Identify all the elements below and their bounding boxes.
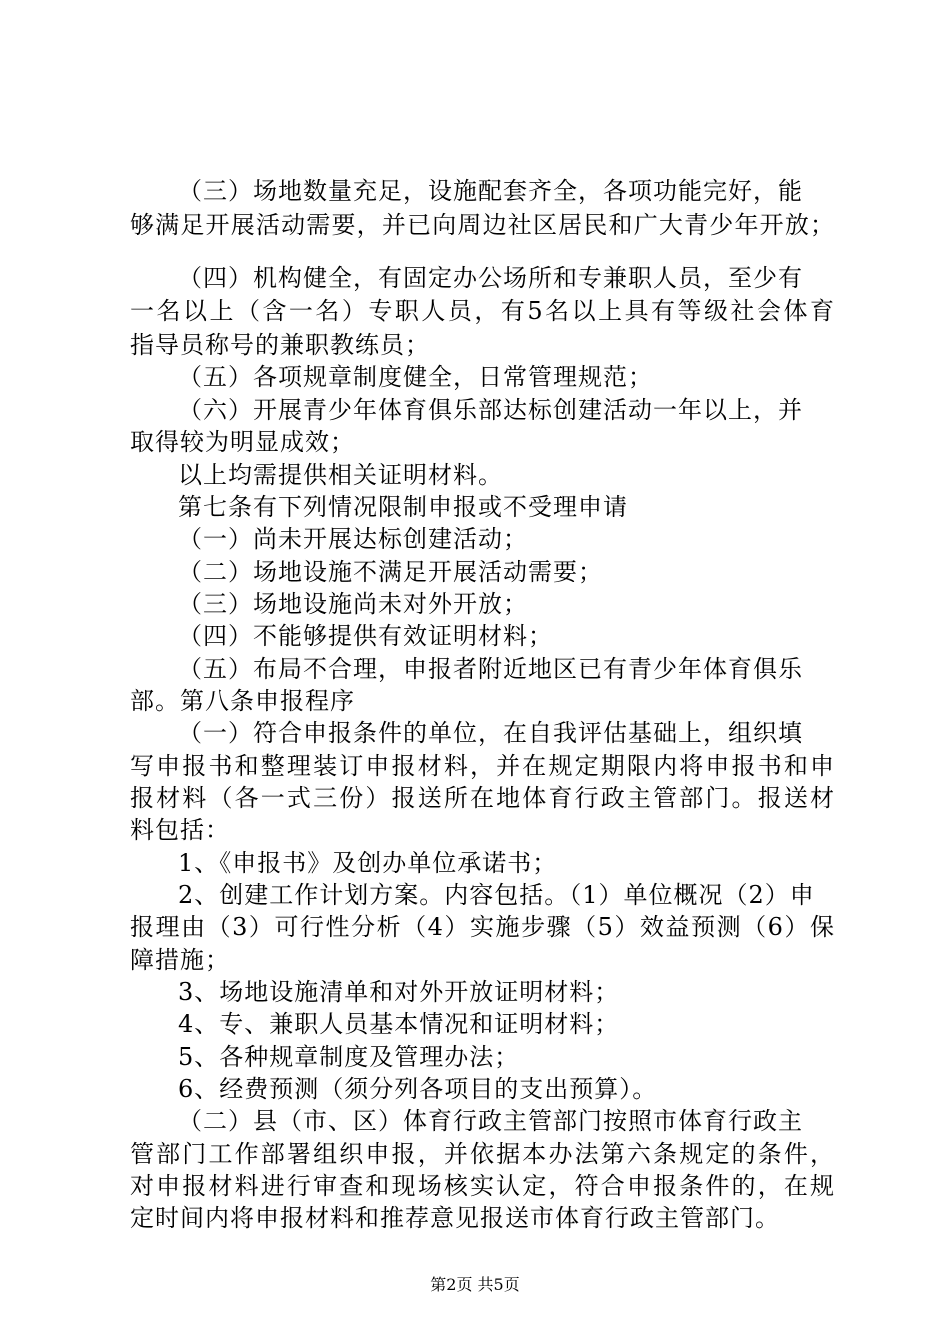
paragraph-line: 管部门工作部署组织申报，并依据本办法第六条规定的条件， <box>130 1140 835 1168</box>
paragraph-line: 够满足开展活动需要，并已向周边社区居民和广大青少年开放； <box>130 211 835 239</box>
paragraph-line: 对申报材料进行审查和现场核实认定，符合申报条件的，在规 <box>130 1172 835 1200</box>
paragraph-line: （三）场地设施尚未对外开放； <box>178 590 528 618</box>
paragraph-line: 定时间内将申报材料和推荐意见报送市体育行政主管部门。 <box>130 1204 780 1232</box>
paragraph-line: 一名以上（含一名）专职人员，有5名以上具有等级社会体育 <box>130 297 835 325</box>
paragraph-line: 写申报书和整理装订申报材料，并在规定期限内将申报书和申 <box>130 752 835 780</box>
list-item: 2、创建工作计划方案。内容包括。（1）单位概况（2）申 <box>178 881 815 909</box>
paragraph-line: （六）开展青少年体育俱乐部达标创建活动一年以上，并 <box>178 396 803 424</box>
paragraph-line: 障措施； <box>130 946 230 974</box>
paragraph-line: （五）布局不合理，申报者附近地区已有青少年体育俱乐 <box>178 655 803 683</box>
list-item: 6、经费预测（须分列各项目的支出预算）。 <box>178 1075 658 1103</box>
paragraph-line: （四）机构健全，有固定办公场所和专兼职人员，至少有 <box>178 264 803 292</box>
paragraph-line: （二）县（市、区）体育行政主管部门按照市体育行政主 <box>178 1107 803 1135</box>
paragraph-line: （三）场地数量充足，设施配套齐全，各项功能完好，能 <box>178 177 803 205</box>
paragraph-line: （一）尚未开展达标创建活动； <box>178 525 528 553</box>
paragraph-line: 料包括： <box>130 816 230 844</box>
list-item: 5、各种规章制度及管理办法； <box>178 1043 520 1071</box>
list-item: 1、《申报书》及创办单位承诺书； <box>178 849 558 877</box>
paragraph-line: 指导员称号的兼职教练员； <box>130 331 430 359</box>
paragraph-line: （四）不能够提供有效证明材料； <box>178 622 553 650</box>
paragraph-line: 报理由（3）可行性分析（4）实施步骤（5）效益预测（6）保 <box>130 913 835 941</box>
paragraph-line: （二）场地设施不满足开展活动需要； <box>178 558 603 586</box>
paragraph-line: 报材料（各一式三份）报送所在地体育行政主管部门。报送材 <box>130 784 835 812</box>
list-item: 4、专、兼职人员基本情况和证明材料； <box>178 1010 620 1038</box>
paragraph-line: 部。第八条申报程序 <box>130 687 355 715</box>
section-heading: 第七条有下列情况限制申报或不受理申请 <box>178 493 628 521</box>
list-item: 3、场地设施清单和对外开放证明材料； <box>178 978 620 1006</box>
paragraph-line: （五）各项规章制度健全，日常管理规范； <box>178 363 653 391</box>
paragraph-line: 以上均需提供相关证明材料。 <box>178 461 503 489</box>
paragraph-line: （一）符合申报条件的单位，在自我评估基础上，组织填 <box>178 719 803 747</box>
page-footer: 第2页 共5页 <box>430 1275 520 1294</box>
paragraph-line: 取得较为明显成效； <box>130 428 355 456</box>
